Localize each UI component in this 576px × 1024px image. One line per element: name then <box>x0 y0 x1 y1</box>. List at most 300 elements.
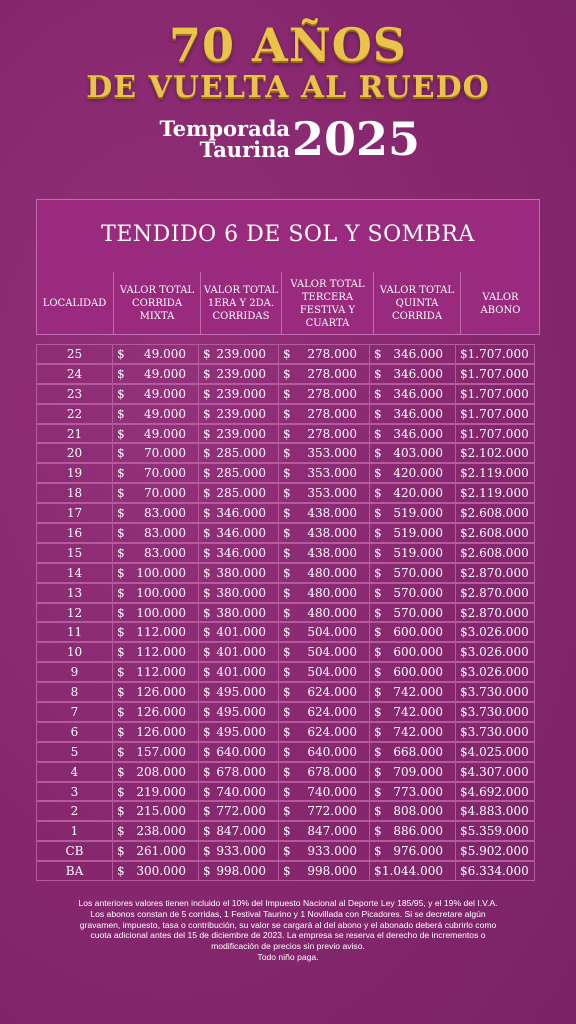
price-value: 678.000 <box>216 764 266 779</box>
currency-symbol: $ <box>374 645 382 660</box>
price-value: 401.000 <box>216 645 266 660</box>
currency-symbol: $ <box>283 525 291 540</box>
currency-symbol: $ <box>374 426 382 441</box>
cell-localidad: 7 <box>36 702 113 722</box>
currency-symbol: $ <box>374 625 382 640</box>
cell-price <box>112 443 199 463</box>
currency-symbol: $ <box>283 565 291 580</box>
price-value: 519.000 <box>393 506 443 521</box>
price-value: 420.000 <box>393 466 443 481</box>
cell-price <box>369 801 456 821</box>
currency-symbol: $ <box>117 864 125 879</box>
cell-price <box>198 841 279 861</box>
cell-price <box>112 801 199 821</box>
currency-symbol: $ <box>283 685 291 700</box>
table-row <box>36 483 540 503</box>
cell-price <box>198 483 279 503</box>
currency-symbol: $ <box>460 406 468 421</box>
footer-line: cuota adicional antes del 15 de diciembre de 2023. La empresa se reserva el derecho de incrementos o <box>90 930 486 941</box>
price-value: 380.000 <box>216 585 266 600</box>
price-value: 2.608.000 <box>467 506 529 521</box>
cell-price <box>198 563 279 583</box>
anniversary-subtitle: DE VUELTA AL RUEDO <box>86 70 490 105</box>
currency-symbol: $ <box>460 545 468 560</box>
cell-price <box>112 424 199 444</box>
currency-symbol: $ <box>283 466 291 481</box>
price-table <box>36 344 540 881</box>
cell-price <box>278 742 370 762</box>
cell-price <box>369 762 456 782</box>
currency-symbol: $ <box>283 724 291 739</box>
currency-symbol: $ <box>283 406 291 421</box>
price-value: 49.000 <box>144 346 186 361</box>
currency-symbol: $ <box>460 864 468 879</box>
currency-symbol: $ <box>374 784 382 799</box>
price-value: 709.000 <box>393 764 443 779</box>
cell-price <box>369 702 456 722</box>
currency-symbol: $ <box>117 366 125 381</box>
cell-price <box>198 583 279 603</box>
price-value: 624.000 <box>307 724 357 739</box>
currency-symbol: $ <box>203 346 211 361</box>
price-value: 600.000 <box>393 625 443 640</box>
cell-price <box>198 801 279 821</box>
col-header-primera-segunda: VALOR TOTAL 1ERA Y 2DA. CORRIDAS <box>200 272 281 335</box>
currency-symbol: $ <box>374 506 382 521</box>
cell-price <box>369 583 456 603</box>
price-value: 112.000 <box>136 625 186 640</box>
price-value: 772.000 <box>216 804 266 819</box>
price-value: 278.000 <box>307 386 357 401</box>
table-row <box>36 543 540 563</box>
cell-price <box>112 503 199 523</box>
table-row <box>36 384 540 404</box>
price-value: 346.000 <box>393 406 443 421</box>
cell-price <box>112 821 199 841</box>
cell-localidad: 8 <box>36 682 113 702</box>
cell-price <box>369 443 456 463</box>
cell-price <box>198 384 279 404</box>
cell-price <box>278 384 370 404</box>
cell-price <box>112 463 199 483</box>
price-value: 208.000 <box>136 764 186 779</box>
cell-localidad: 3 <box>36 782 113 802</box>
cell-price <box>455 742 535 762</box>
price-value: 380.000 <box>216 565 266 580</box>
cell-localidad: 25 <box>36 344 113 364</box>
price-value: 285.000 <box>216 486 266 501</box>
cell-price <box>455 523 535 543</box>
cell-price <box>198 503 279 523</box>
price-value: 285.000 <box>216 466 266 481</box>
cell-price <box>198 662 279 682</box>
currency-symbol: $ <box>117 665 125 680</box>
cell-price <box>278 821 370 841</box>
price-value: 112.000 <box>136 645 186 660</box>
table-row <box>36 424 540 444</box>
price-value: 740.000 <box>307 784 357 799</box>
cell-localidad: 22 <box>36 404 113 424</box>
currency-symbol: $ <box>283 824 291 839</box>
table-row <box>36 821 540 841</box>
price-value: 3.730.000 <box>467 724 529 739</box>
currency-symbol: $ <box>117 685 125 700</box>
currency-symbol: $ <box>203 744 211 759</box>
currency-symbol: $ <box>374 545 382 560</box>
cell-price <box>278 463 370 483</box>
cell-price <box>369 662 456 682</box>
cell-price <box>278 404 370 424</box>
season-label-temporada: Temporada <box>159 116 290 141</box>
currency-symbol: $ <box>460 804 468 819</box>
price-value: 2.102.000 <box>467 446 529 461</box>
price-value: 401.000 <box>216 665 266 680</box>
cell-localidad: 5 <box>36 742 113 762</box>
table-row <box>36 523 540 543</box>
cell-price <box>455 583 535 603</box>
cell-localidad: 19 <box>36 463 113 483</box>
cell-localidad: 10 <box>36 642 113 662</box>
cell-price <box>369 384 456 404</box>
cell-price <box>455 404 535 424</box>
currency-symbol: $ <box>374 824 382 839</box>
col-header-tercera-cuarta: VALOR TOTAL TERCERA FESTIVA Y CUARTA <box>281 272 373 335</box>
cell-price <box>198 642 279 662</box>
cell-price <box>455 782 535 802</box>
price-value: 238.000 <box>136 824 186 839</box>
currency-symbol: $ <box>203 645 211 660</box>
cell-price <box>198 543 279 563</box>
price-value: 278.000 <box>307 366 357 381</box>
currency-symbol: $ <box>203 824 211 839</box>
currency-symbol: $ <box>203 386 211 401</box>
price-value: 1.707.000 <box>467 426 529 441</box>
cell-localidad: CB <box>36 841 113 861</box>
price-value: 239.000 <box>216 426 266 441</box>
price-value: 261.000 <box>136 844 186 859</box>
cell-localidad: 24 <box>36 364 113 384</box>
cell-price <box>278 642 370 662</box>
cell-price <box>198 364 279 384</box>
cell-localidad: 6 <box>36 722 113 742</box>
price-value: 100.000 <box>136 605 186 620</box>
col-header-localidad: LOCALIDAD <box>42 298 107 309</box>
currency-symbol: $ <box>460 446 468 461</box>
cell-price <box>369 344 456 364</box>
currency-symbol: $ <box>460 764 468 779</box>
price-value: 495.000 <box>216 724 266 739</box>
price-value: 495.000 <box>216 685 266 700</box>
cell-price <box>369 563 456 583</box>
price-value: 126.000 <box>136 724 186 739</box>
price-value: 4.025.000 <box>467 744 529 759</box>
cell-price <box>278 841 370 861</box>
price-value: 504.000 <box>307 645 357 660</box>
cell-price <box>455 722 535 742</box>
price-value: 215.000 <box>136 804 186 819</box>
currency-symbol: $ <box>283 704 291 719</box>
price-value: 480.000 <box>307 585 357 600</box>
currency-symbol: $ <box>374 366 382 381</box>
cell-price <box>278 344 370 364</box>
price-value: 570.000 <box>393 565 443 580</box>
currency-symbol: $ <box>203 406 211 421</box>
currency-symbol: $ <box>460 724 468 739</box>
cell-localidad: 18 <box>36 483 113 503</box>
price-value: 495.000 <box>216 704 266 719</box>
anniversary-title: 70 AÑOS <box>168 18 408 72</box>
table-row <box>36 722 540 742</box>
cell-price <box>455 563 535 583</box>
price-value: 49.000 <box>144 426 186 441</box>
cell-price <box>278 861 370 881</box>
season-year: 2025 <box>292 112 421 166</box>
price-value: 4.692.000 <box>467 784 529 799</box>
price-value: 278.000 <box>307 346 357 361</box>
currency-symbol: $ <box>203 844 211 859</box>
price-value: 976.000 <box>393 844 443 859</box>
price-value: 278.000 <box>307 426 357 441</box>
table-title: TENDIDO 6 DE SOL Y SOMBRA <box>101 222 475 247</box>
currency-symbol: $ <box>117 724 125 739</box>
cell-price <box>278 603 370 623</box>
cell-price <box>278 801 370 821</box>
currency-symbol: $ <box>374 346 382 361</box>
price-value: 624.000 <box>307 685 357 700</box>
currency-symbol: $ <box>374 525 382 540</box>
cell-price <box>455 424 535 444</box>
price-value: 70.000 <box>144 486 186 501</box>
price-value: 772.000 <box>307 804 357 819</box>
currency-symbol: $ <box>460 625 468 640</box>
table-row <box>36 662 540 682</box>
cell-localidad: 14 <box>36 563 113 583</box>
price-value: 3.026.000 <box>467 665 529 680</box>
currency-symbol: $ <box>283 545 291 560</box>
currency-symbol: $ <box>374 724 382 739</box>
cell-price <box>278 622 370 642</box>
price-value: 438.000 <box>307 525 357 540</box>
currency-symbol: $ <box>117 565 125 580</box>
cell-price <box>369 404 456 424</box>
cell-price <box>455 483 535 503</box>
price-value: 3.730.000 <box>467 685 529 700</box>
price-value: 285.000 <box>216 446 266 461</box>
cell-price <box>198 523 279 543</box>
price-value: 239.000 <box>216 386 266 401</box>
cell-price <box>112 642 199 662</box>
currency-symbol: $ <box>460 704 468 719</box>
price-value: 4.307.000 <box>467 764 529 779</box>
price-value: 70.000 <box>144 446 186 461</box>
table-row <box>36 801 540 821</box>
cell-price <box>455 702 535 722</box>
price-value: 346.000 <box>393 426 443 441</box>
currency-symbol: $ <box>460 525 468 540</box>
price-value: 740.000 <box>216 784 266 799</box>
currency-symbol: $ <box>283 366 291 381</box>
currency-symbol: $ <box>117 406 125 421</box>
price-value: 346.000 <box>393 366 443 381</box>
cell-localidad: 21 <box>36 424 113 444</box>
price-value: 300.000 <box>136 864 186 879</box>
cell-price <box>198 424 279 444</box>
price-value: 1.707.000 <box>467 346 529 361</box>
cell-price <box>112 364 199 384</box>
price-value: 2.119.000 <box>467 466 529 481</box>
currency-symbol: $ <box>460 426 468 441</box>
cell-price <box>369 782 456 802</box>
currency-symbol: $ <box>117 525 125 540</box>
currency-symbol: $ <box>283 645 291 660</box>
price-value: 933.000 <box>216 844 266 859</box>
cell-price <box>278 483 370 503</box>
price-value: 346.000 <box>216 545 266 560</box>
cell-price <box>278 443 370 463</box>
price-value: 678.000 <box>307 764 357 779</box>
cell-localidad: 4 <box>36 762 113 782</box>
currency-symbol: $ <box>117 625 125 640</box>
currency-symbol: $ <box>117 605 125 620</box>
table-row <box>36 642 540 662</box>
currency-symbol: $ <box>203 446 211 461</box>
price-value: 4.883.000 <box>467 804 529 819</box>
price-value: 2.608.000 <box>467 525 529 540</box>
cell-price <box>278 662 370 682</box>
cell-price <box>112 702 199 722</box>
currency-symbol: $ <box>283 346 291 361</box>
cell-price <box>112 344 199 364</box>
price-value: 600.000 <box>393 665 443 680</box>
currency-symbol: $ <box>117 426 125 441</box>
price-value: 742.000 <box>393 685 443 700</box>
price-value: 1.044.000 <box>381 864 443 879</box>
cell-price <box>455 662 535 682</box>
cell-price <box>369 543 456 563</box>
table-row <box>36 702 540 722</box>
cell-price <box>278 682 370 702</box>
price-value: 998.000 <box>216 864 266 879</box>
currency-symbol: $ <box>117 824 125 839</box>
price-value: 70.000 <box>144 466 186 481</box>
currency-symbol: $ <box>203 724 211 739</box>
price-value: 346.000 <box>216 525 266 540</box>
currency-symbol: $ <box>283 446 291 461</box>
currency-symbol: $ <box>374 446 382 461</box>
cell-price <box>455 463 535 483</box>
cell-localidad: 17 <box>36 503 113 523</box>
cell-price <box>112 682 199 702</box>
cell-price <box>455 861 535 881</box>
cell-localidad: 11 <box>36 622 113 642</box>
currency-symbol: $ <box>203 366 211 381</box>
currency-symbol: $ <box>374 605 382 620</box>
currency-symbol: $ <box>117 585 125 600</box>
price-value: 933.000 <box>307 844 357 859</box>
col-header-corrida-mixta: VALOR TOTAL CORRIDA MIXTA <box>113 272 200 335</box>
currency-symbol: $ <box>203 525 211 540</box>
currency-symbol: $ <box>460 466 468 481</box>
cell-price <box>112 483 199 503</box>
cell-price <box>455 682 535 702</box>
currency-symbol: $ <box>283 844 291 859</box>
footer-line: gravamen, impuesto, tasa o contribución, su valor se cargará al del abono y el abonado deberá cubrirlo como <box>79 919 497 930</box>
price-value: 519.000 <box>393 545 443 560</box>
currency-symbol: $ <box>117 784 125 799</box>
cell-localidad: 15 <box>36 543 113 563</box>
cell-price <box>198 404 279 424</box>
price-value: 504.000 <box>307 625 357 640</box>
table-row <box>36 364 540 384</box>
cell-price <box>369 424 456 444</box>
currency-symbol: $ <box>117 446 125 461</box>
cell-price <box>112 543 199 563</box>
price-value: 668.000 <box>393 744 443 759</box>
cell-price <box>112 563 199 583</box>
currency-symbol: $ <box>203 585 211 600</box>
footer-line: modificación de precios sin previo aviso. <box>211 941 365 952</box>
currency-symbol: $ <box>203 426 211 441</box>
table-row <box>36 762 540 782</box>
currency-symbol: $ <box>283 784 291 799</box>
cell-price <box>198 603 279 623</box>
price-value: 2.870.000 <box>467 565 529 580</box>
cell-price <box>198 622 279 642</box>
cell-price <box>455 384 535 404</box>
price-value: 2.870.000 <box>467 585 529 600</box>
cell-price <box>369 622 456 642</box>
currency-symbol: $ <box>460 346 468 361</box>
price-value: 353.000 <box>307 446 357 461</box>
currency-symbol: $ <box>374 804 382 819</box>
currency-symbol: $ <box>203 704 211 719</box>
cell-localidad: 12 <box>36 603 113 623</box>
price-value: 504.000 <box>307 665 357 680</box>
currency-symbol: $ <box>283 386 291 401</box>
currency-symbol: $ <box>203 565 211 580</box>
price-value: 380.000 <box>216 605 266 620</box>
price-value: 519.000 <box>393 525 443 540</box>
cell-price <box>112 404 199 424</box>
price-value: 742.000 <box>393 704 443 719</box>
currency-symbol: $ <box>283 625 291 640</box>
table-row <box>36 463 540 483</box>
price-value: 420.000 <box>393 486 443 501</box>
cell-localidad: 20 <box>36 443 113 463</box>
price-value: 847.000 <box>216 824 266 839</box>
cell-price <box>198 782 279 802</box>
price-value: 2.608.000 <box>467 545 529 560</box>
currency-symbol: $ <box>460 784 468 799</box>
price-value: 3.730.000 <box>467 704 529 719</box>
table-row <box>36 861 540 881</box>
currency-symbol: $ <box>117 844 125 859</box>
currency-symbol: $ <box>460 605 468 620</box>
cell-localidad: 23 <box>36 384 113 404</box>
cell-price <box>369 503 456 523</box>
footer-line: Todo niño paga. <box>257 951 319 962</box>
table-row <box>36 563 540 583</box>
price-value: 570.000 <box>393 585 443 600</box>
cell-localidad: 13 <box>36 583 113 603</box>
table-row <box>36 841 540 861</box>
currency-symbol: $ <box>203 804 211 819</box>
cell-price <box>112 841 199 861</box>
currency-symbol: $ <box>460 565 468 580</box>
cell-price <box>112 523 199 543</box>
price-value: 1.707.000 <box>467 406 529 421</box>
table-row <box>36 603 540 623</box>
